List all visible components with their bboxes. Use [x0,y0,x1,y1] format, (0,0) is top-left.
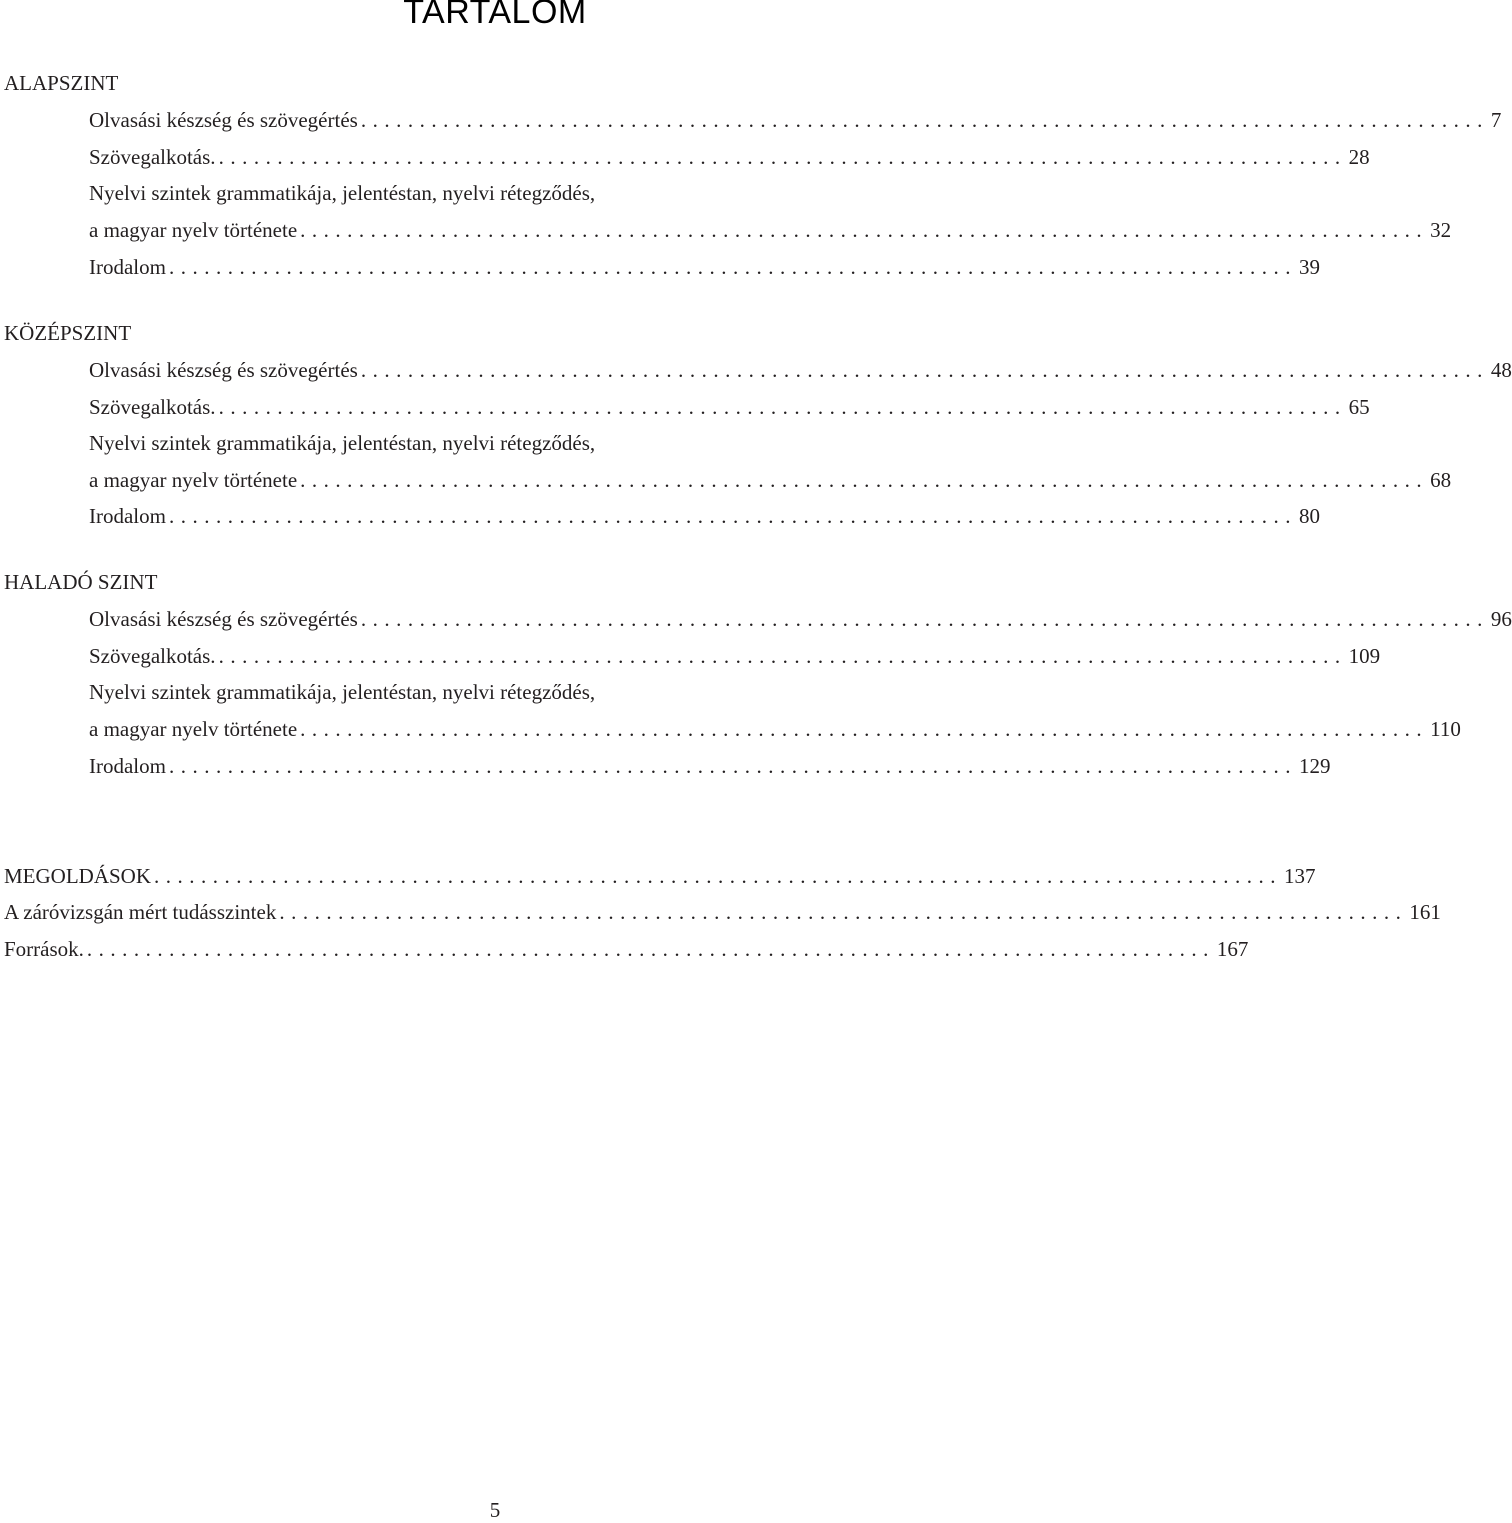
toc-entry-text: Olvasási készség és szövegértés [89,607,358,631]
toc-page-number: 137 [1284,864,1316,888]
toc-page-number: 80 [1298,504,1320,528]
toc-page-number: 68 [1430,468,1452,492]
page-title: TARTALOM [403,0,587,31]
toc-entry-forrasok[interactable] [4,934,1249,964]
toc-entry[interactable] [89,392,1370,422]
toc-entry-text: A záróvizsgán mért tudásszintek [4,900,277,924]
toc-entry[interactable] [89,604,1512,634]
toc-entry[interactable] [89,714,1461,744]
toc-page-number: 110 [1430,717,1461,741]
toc-page-number: 48 [1490,358,1512,382]
dot-leader: ................................................................................................ [168,255,1297,279]
dot-leader: ................................................................................................ [300,218,1429,242]
toc-page-number: 65 [1348,395,1370,419]
toc-entry-text: a magyar nyelv története [89,717,298,741]
dot-leader: ................................................................................................ [300,717,1429,741]
toc-entry-tudasszintek[interactable] [4,897,1441,927]
toc-entry[interactable] [89,355,1512,385]
toc-entry-text: Irodalom [89,255,166,279]
dot-leader: ................................................................................................ [300,468,1429,492]
toc-entry-megoldasok[interactable] [4,861,1316,891]
toc-entry-text: Szövegalkotás. [89,644,216,668]
toc-entry-text-first-line: Nyelvi szintek grammatikája, jelentéstan, nyelvi rétegződés, [89,680,596,704]
toc-page-number: 32 [1430,218,1452,242]
toc-page-number: 96 [1490,607,1512,631]
toc-page-number: 39 [1298,255,1320,279]
toc-page-number: 109 [1348,644,1381,668]
toc-entry-text: Irodalom [89,504,166,528]
toc-entry-text-first-line: Nyelvi szintek grammatikája, jelentéstan, nyelvi rétegződés, [89,431,596,455]
toc-entry[interactable] [89,501,1320,531]
toc-entry[interactable] [89,105,1502,135]
toc-entry-text: Olvasási készség és szövegértés [89,108,358,132]
dot-leader: ................................................................................................ [360,358,1489,382]
dot-leader: ................................................................................................ [218,145,1347,169]
dot-leader: ................................................................................................ [279,900,1408,924]
toc-page-number: 129 [1298,754,1331,778]
section-heading-halado-szint: HALADÓ SZINT [4,570,158,594]
dot-leader: ................................................................................................ [168,754,1297,778]
toc-entry-text: a magyar nyelv története [89,218,298,242]
dot-leader: ................................................................................................ [360,607,1489,631]
toc-entry-text: Irodalom [89,754,166,778]
toc-entry[interactable] [89,465,1452,495]
toc-page-number: 7 [1490,108,1502,132]
dot-leader: ................................................................................................ [218,644,1347,668]
toc-page-number: 167 [1216,937,1249,961]
toc-entry-text: Olvasási készség és szövegértés [89,358,358,382]
toc-page-number: 28 [1348,145,1370,169]
toc-entry[interactable] [89,142,1370,172]
toc-entry[interactable] [89,215,1452,245]
toc-entry-text: Források. [4,937,84,961]
toc-entry-text-first-line: Nyelvi szintek grammatikája, jelentéstan, nyelvi rétegződés, [89,181,596,205]
section-heading-kozepszint: KÖZÉPSZINT [4,321,132,345]
toc-entry[interactable] [89,641,1381,671]
toc-entry[interactable] [89,252,1320,282]
toc-entry-text: MEGOLDÁSOK [4,864,151,888]
dot-leader: ................................................................................................ [154,864,1282,888]
section-heading-alapszint: ALAPSZINT [4,71,119,95]
toc-entry[interactable] [89,751,1331,781]
page-number: 5 [489,1498,501,1522]
toc-entry-text: Szövegalkotás. [89,395,216,419]
dot-leader: ................................................................................................ [360,108,1489,132]
dot-leader: ................................................................................................ [218,395,1347,419]
dot-leader: ................................................................................................ [168,504,1297,528]
dot-leader: ................................................................................................ [86,937,1215,961]
toc-page-number: 161 [1409,900,1441,924]
toc-entry-text: Szövegalkotás. [89,145,216,169]
toc-entry-text: a magyar nyelv története [89,468,298,492]
